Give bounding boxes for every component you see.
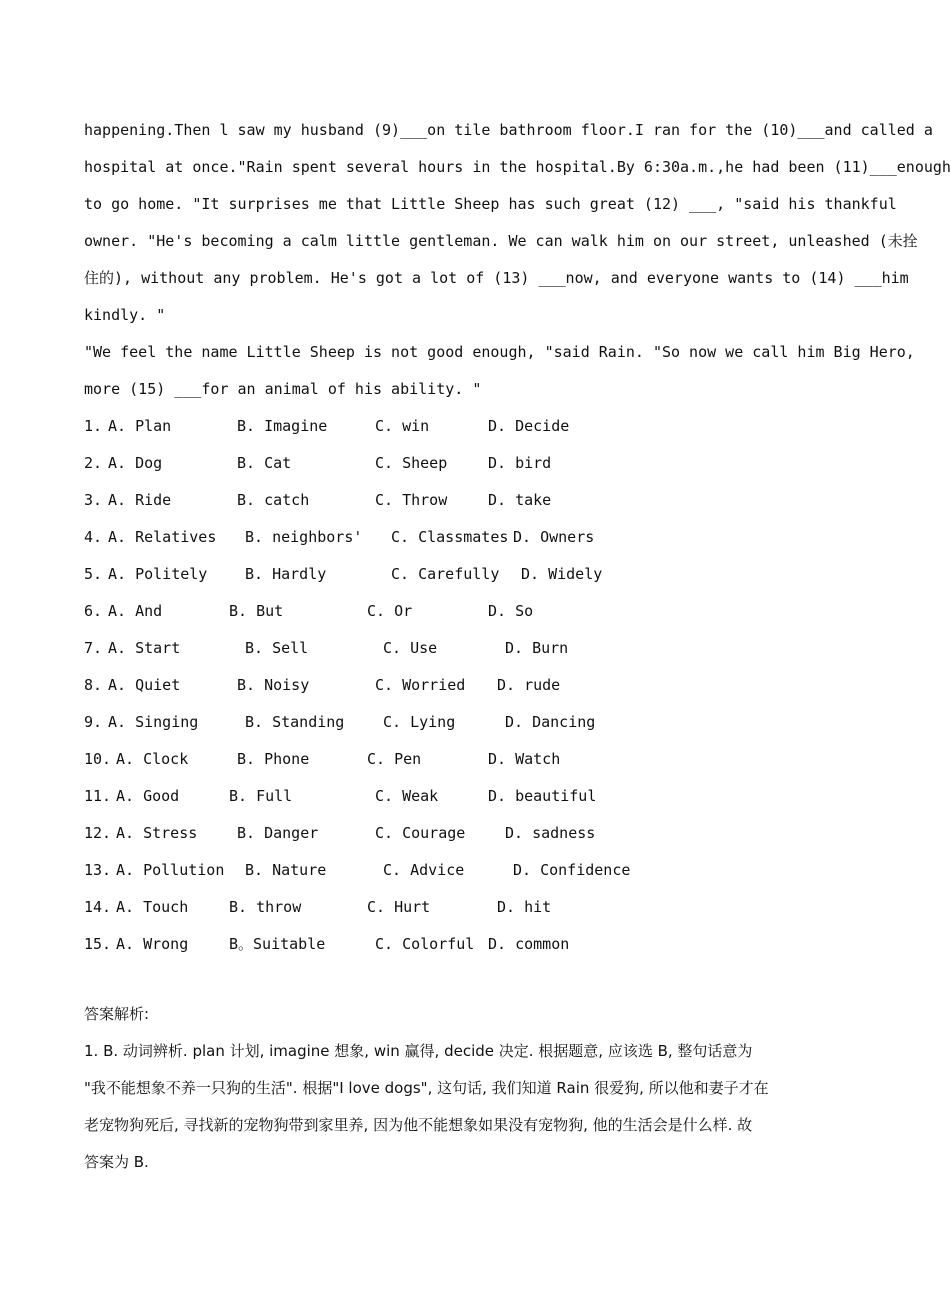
option-c: C. Or <box>367 602 413 620</box>
question-row <box>84 852 838 889</box>
option-d: D. Burn <box>505 639 569 657</box>
question-number: 2. <box>84 454 103 472</box>
passage-line: more (15) ___for an animal of his ability. " <box>84 380 482 398</box>
question-row <box>84 519 838 556</box>
option-b: B. Nature <box>245 861 327 879</box>
option-a: A. Politely <box>108 565 208 583</box>
option-a: A. Touch <box>116 898 189 916</box>
option-a: A. Wrong <box>116 935 189 953</box>
passage-line: happening.Then l saw my husband (9)___on tile bathroom floor.I ran for the (10)___and called a <box>84 121 933 139</box>
option-a: A. Singing <box>108 713 199 731</box>
question-row <box>84 741 838 778</box>
option-c: C. Pen <box>367 750 422 768</box>
option-b: B. Standing <box>245 713 345 731</box>
option-b: B. Hardly <box>245 565 327 583</box>
option-a: A. Start <box>108 639 181 657</box>
option-b: B。Suitable <box>229 935 326 953</box>
option-a: A. Plan <box>108 417 172 435</box>
question-number: 14. <box>84 898 112 916</box>
option-c: C. Classmates <box>391 528 509 546</box>
option-d: D. rude <box>497 676 561 694</box>
question-row <box>84 482 838 519</box>
question-row <box>84 408 838 445</box>
option-b: B. Imagine <box>237 417 328 435</box>
option-a: A. Dog <box>108 454 163 472</box>
document-page <box>84 112 951 963</box>
question-number: 8. <box>84 676 103 694</box>
option-b: B. catch <box>237 491 310 509</box>
option-d: D. Decide <box>488 417 570 435</box>
option-b: B. Noisy <box>237 676 310 694</box>
question-row <box>84 889 838 926</box>
question-number: 11. <box>84 787 112 805</box>
option-c: C. win <box>375 417 430 435</box>
answer-heading: 答案解析: <box>84 1005 150 1023</box>
question-number: 1. <box>84 417 103 435</box>
option-d: D. Owners <box>513 528 595 546</box>
question-number: 12. <box>84 824 112 842</box>
option-d: D. Dancing <box>505 713 596 731</box>
option-b: B. Danger <box>237 824 319 842</box>
option-c: C. Courage <box>375 824 466 842</box>
option-c: C. Throw <box>375 491 448 509</box>
option-a: A. Relatives <box>108 528 217 546</box>
option-d: D. hit <box>497 898 552 916</box>
option-d: D. So <box>488 602 534 620</box>
option-b: B. neighbors' <box>245 528 363 546</box>
question-number: 6. <box>84 602 103 620</box>
option-a: A. And <box>108 602 163 620</box>
option-b: B. But <box>229 602 284 620</box>
question-row <box>84 926 838 963</box>
question-number: 13. <box>84 861 112 879</box>
option-d: D. beautiful <box>488 787 597 805</box>
option-d: D. bird <box>488 454 552 472</box>
answer-line: 老宠物狗死后, 寻找新的宠物狗带到家里养, 因为他不能想象如果没有宠物狗, 他的生活会是什么样. 故 <box>84 1116 753 1134</box>
option-a: A. Quiet <box>108 676 181 694</box>
passage-line: "We feel the name Little Sheep is not good enough, "said Rain. "So now we call him Big Hero, <box>84 343 915 361</box>
question-number: 10. <box>84 750 112 768</box>
question-number: 5. <box>84 565 103 583</box>
option-d: D. common <box>488 935 570 953</box>
question-number: 3. <box>84 491 103 509</box>
answer-line: 1. B. 动词辨析. plan 计划, imagine 想象, win 赢得, decide 决定. 根据题意, 应该选 B, 整句话意为 <box>84 1042 753 1060</box>
question-row <box>84 593 838 630</box>
question-number: 4. <box>84 528 103 546</box>
passage-line: to go home. "It surprises me that Little Sheep has such great (12) ___, "said his thankful <box>84 195 897 213</box>
option-d: D. Watch <box>488 750 561 768</box>
option-d: D. Confidence <box>513 861 631 879</box>
passage-line: owner. "He's becoming a calm little gentleman. We can walk him on our street, unleashed (未拴 <box>84 232 918 250</box>
option-d: D. Widely <box>521 565 603 583</box>
question-number: 7. <box>84 639 103 657</box>
option-c: C. Worried <box>375 676 466 694</box>
option-c: C. Hurt <box>367 898 431 916</box>
question-row <box>84 630 838 667</box>
passage-line: hospital at once."Rain spent several hours in the hospital.By 6:30a.m.,he had been (11)___enough <box>84 158 951 176</box>
passage-line: 住的), without any problem. He's got a lot of (13) ___now, and everyone wants to (14) ___him <box>84 269 909 287</box>
passage-line: kindly. " <box>84 306 166 324</box>
option-b: B. Sell <box>245 639 309 657</box>
option-a: A. Clock <box>116 750 189 768</box>
option-a: A. Stress <box>116 824 198 842</box>
question-list <box>84 408 838 963</box>
option-c: C. Carefully <box>391 565 500 583</box>
answer-line: 答案为 B. <box>84 1153 149 1171</box>
option-c: C. Advice <box>383 861 465 879</box>
answer-section <box>84 996 838 1181</box>
option-b: B. Phone <box>237 750 310 768</box>
question-number: 9. <box>84 713 103 731</box>
option-b: B. Cat <box>237 454 292 472</box>
question-row <box>84 815 838 852</box>
option-c: C. Weak <box>375 787 439 805</box>
option-a: A. Ride <box>108 491 172 509</box>
option-b: B. throw <box>229 898 302 916</box>
option-a: A. Good <box>116 787 180 805</box>
option-d: D. sadness <box>505 824 596 842</box>
question-row <box>84 556 838 593</box>
option-a: A. Pollution <box>116 861 225 879</box>
question-row <box>84 778 838 815</box>
option-d: D. take <box>488 491 552 509</box>
question-row <box>84 445 838 482</box>
question-row <box>84 704 838 741</box>
passage <box>84 112 951 408</box>
option-c: C. Use <box>383 639 438 657</box>
option-c: C. Sheep <box>375 454 448 472</box>
question-row <box>84 667 838 704</box>
option-c: C. Lying <box>383 713 456 731</box>
answer-line: "我不能想象不养一只狗的生活". 根据"I love dogs", 这句话, 我们知道 Rain 很爱狗, 所以他和妻子才在 <box>84 1079 769 1097</box>
option-c: C. Colorful <box>375 935 475 953</box>
option-b: B. Full <box>229 787 293 805</box>
question-number: 15. <box>84 935 112 953</box>
